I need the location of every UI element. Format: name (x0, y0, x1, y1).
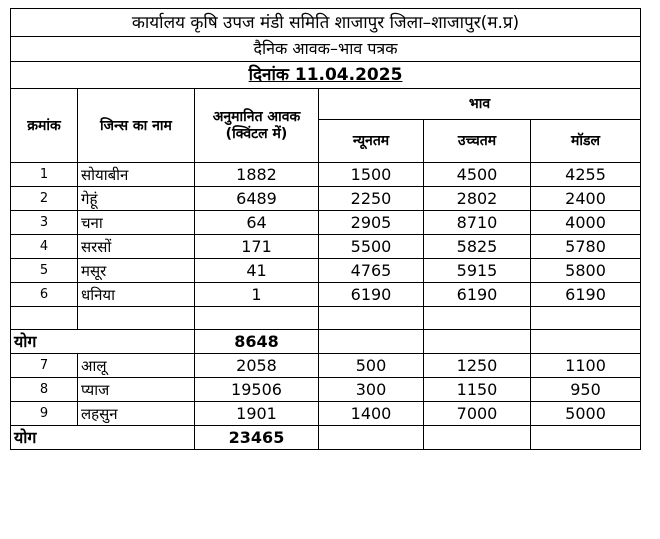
min-price-header: न्यूनतम (319, 120, 424, 163)
arrival-header: अनुमानित आवक (क्विंटल में) (195, 89, 319, 163)
total-value: 8648 (195, 330, 319, 354)
total-label: योग (11, 330, 195, 354)
office-title: कार्यालय कृषि उपज मंडी समिति शाजापुर जिला–शाजापुर(म.प्र) (11, 9, 641, 37)
max-price-header: उच्चतम (424, 120, 531, 163)
commodity-header: जिन्स का नाम (78, 89, 195, 163)
table-row: 5 मसूर 41 4765 5915 5800 (11, 259, 641, 283)
price-header: भाव (319, 89, 641, 120)
blank-row (11, 307, 641, 330)
grand-total-value: 23465 (195, 426, 319, 450)
table-row: 9 लहसुन 1901 1400 7000 5000 (11, 402, 641, 426)
report-title: दैनिक आवक–भाव पत्रक (11, 37, 641, 62)
total-row (11, 330, 641, 354)
modal-price-header: मॉडल (531, 120, 641, 163)
table-row: 7 आलू 2058 500 1250 1100 (11, 354, 641, 378)
table-row: 4 सरसों 171 5500 5825 5780 (11, 235, 641, 259)
arrival-price-table (10, 8, 641, 450)
report-date: दिनांक 11.04.2025 (11, 62, 641, 89)
table-row: 1 सोयाबीन 1882 1500 4500 4255 (11, 163, 641, 187)
grand-total-row (11, 426, 641, 450)
grand-total-label: योग (11, 426, 195, 450)
table-row: 6 धनिया 1 6190 6190 6190 (11, 283, 641, 307)
table-row: 8 प्याज 19506 300 1150 950 (11, 378, 641, 402)
table-row: 2 गेहूं 6489 2250 2802 2400 (11, 187, 641, 211)
serial-header: क्रमांक (11, 89, 78, 163)
table-row: 3 चना 64 2905 8710 4000 (11, 211, 641, 235)
